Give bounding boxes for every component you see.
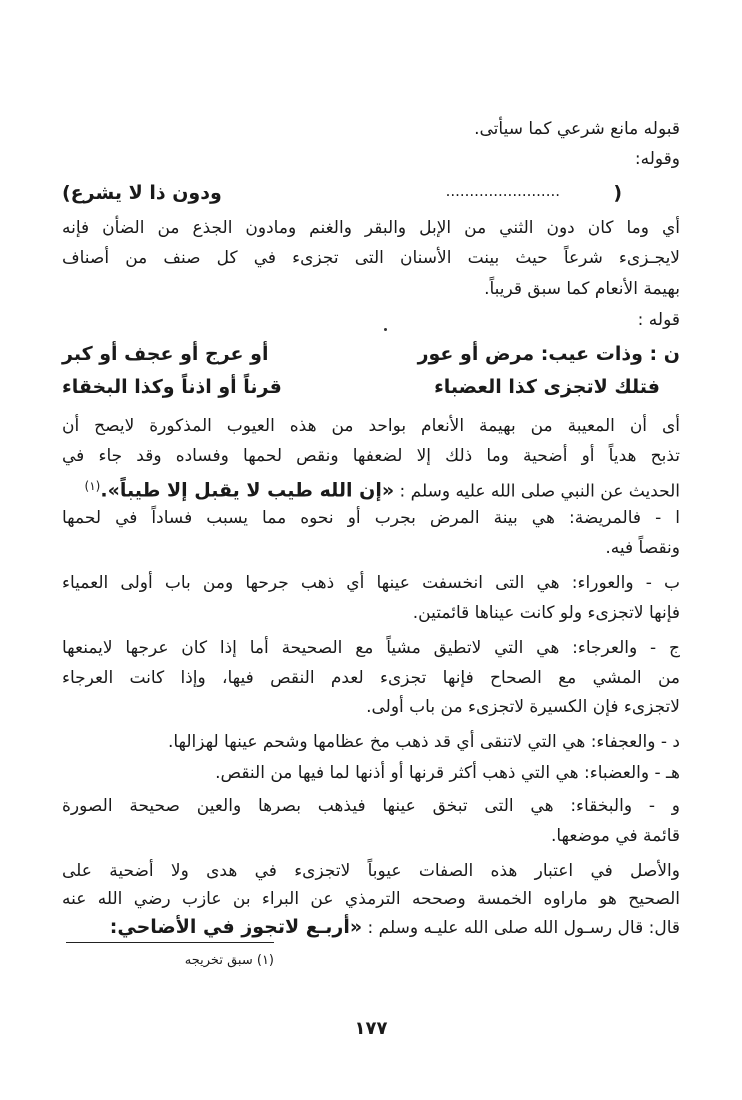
text-line-19: لاتجزىء فإن الكسيرة لاتجزىء من باب أولى.	[366, 697, 680, 717]
text-line-4: أي وما كان دون الثني من الإبل والبقر والغنم ومادون الجذع من الضأن فإنه	[62, 218, 680, 238]
verse-2-right: ن : وذات عيب: مرض أو عور	[417, 343, 680, 365]
verse-open-paren: (	[613, 182, 622, 204]
text-line-1: قبوله مانع شرعي كما سيأتى.	[474, 119, 680, 139]
text-line-24: والأصل في اعتبار هذه الصفات عيوباً لاتجزىء في هدى ولا أضحية على	[62, 861, 680, 881]
text-line-11: تذبح هدياً أو أضحية وما ذلك إلا لضعفها ونقص لحمها وفساده وقد جاء في	[62, 446, 680, 466]
page-number: ١٧٧	[354, 1018, 388, 1039]
verse-3-right: فتلك لاتجزى كذا العضباء	[434, 376, 660, 398]
text-line-17: ج - والعرجاء: هي التي لاتطيق مشياً مع الصحيحة أما إذا كان عرجها لايمنعها	[62, 638, 680, 658]
text-line-18: من المشي مع الصحاح فإنها تجزىء لعدم النقص فيها، وإذا كانت العرجاء	[62, 668, 680, 688]
text-line-16: فإنها لاتجزىء ولو كانت عيناها قائمتين.	[412, 603, 680, 623]
hadith-intro: الحديث عن النبي صلى الله عليه وسلم :	[394, 481, 680, 502]
text-line-5: لايجـزىء شرعاً حيث بينت الأسنان التى تجزىء في كل صنف من أصناف	[62, 248, 680, 268]
footnote-separator	[66, 942, 274, 943]
text-line-26	[62, 912, 680, 943]
verse-3-left: قرناً أو اذناً وكذا البخقاء	[62, 376, 282, 398]
verse-2-left: أو عرج أو عجف أو كبر	[62, 343, 269, 365]
text-line-25: الصحيح هو ماراوه الخمسة وصححه الترمذي عن البراء بن عازب رضي الله عنه	[62, 889, 680, 909]
verse-text-1: ودون ذا لا يشرع)	[62, 182, 222, 204]
hadith-quote: «إن الله طيب لا يقبل إلا طيباً».	[100, 479, 395, 502]
text-line-2: وقوله:	[634, 149, 680, 169]
text-line-13: ا - فالمريضة: هي بينة المرض بجرب أو نحوه مما يسبب فساداً في لحمها	[62, 508, 680, 528]
text-line-20: د - والعجفاء: هي التي لاتنقى أي قد ذهب مخ عظامها وشحم عينها لهزالها.	[167, 732, 680, 752]
hadith-quote-2: «أربـع لاتجوز في الأضاحي:	[109, 916, 363, 938]
hadith-intro-2: قال: قال رسـول الله صلى الله عليـه وسلم :	[362, 918, 680, 938]
ink-dot	[384, 328, 387, 331]
text-line-23: قائمة في موضعها.	[550, 826, 680, 846]
text-line-21: هـ - والعضباء: هي التي ذهب أكثر قرنها أو أذنها لما فيها من النقص.	[215, 763, 680, 783]
text-line-15: ب - والعوراء: هي التى انخسفت عينها أي ذهب جرحها ومن باب أولى العمياء	[62, 573, 680, 593]
footnote: (١) سبق تخريجه	[184, 953, 274, 968]
text-line-12	[62, 471, 680, 507]
text-line-22: و - والبخقاء: هي التى تبخق عينها فيذهب بصرها والعين صحيحة الصورة	[62, 796, 680, 816]
text-line-10: أى أن المعيبة من بهيمة الأنعام بواحد من هذه العيوب المذكورة لايصح أن	[62, 416, 680, 436]
text-line-7: قوله :	[637, 310, 680, 330]
footnote-ref: (١)	[84, 479, 101, 493]
verse-dots: ........................	[445, 182, 560, 200]
text-line-6: بهيمة الأنعام كما سبق قريباً.	[484, 279, 680, 299]
text-line-14: ونقصاً فيه.	[605, 538, 680, 558]
